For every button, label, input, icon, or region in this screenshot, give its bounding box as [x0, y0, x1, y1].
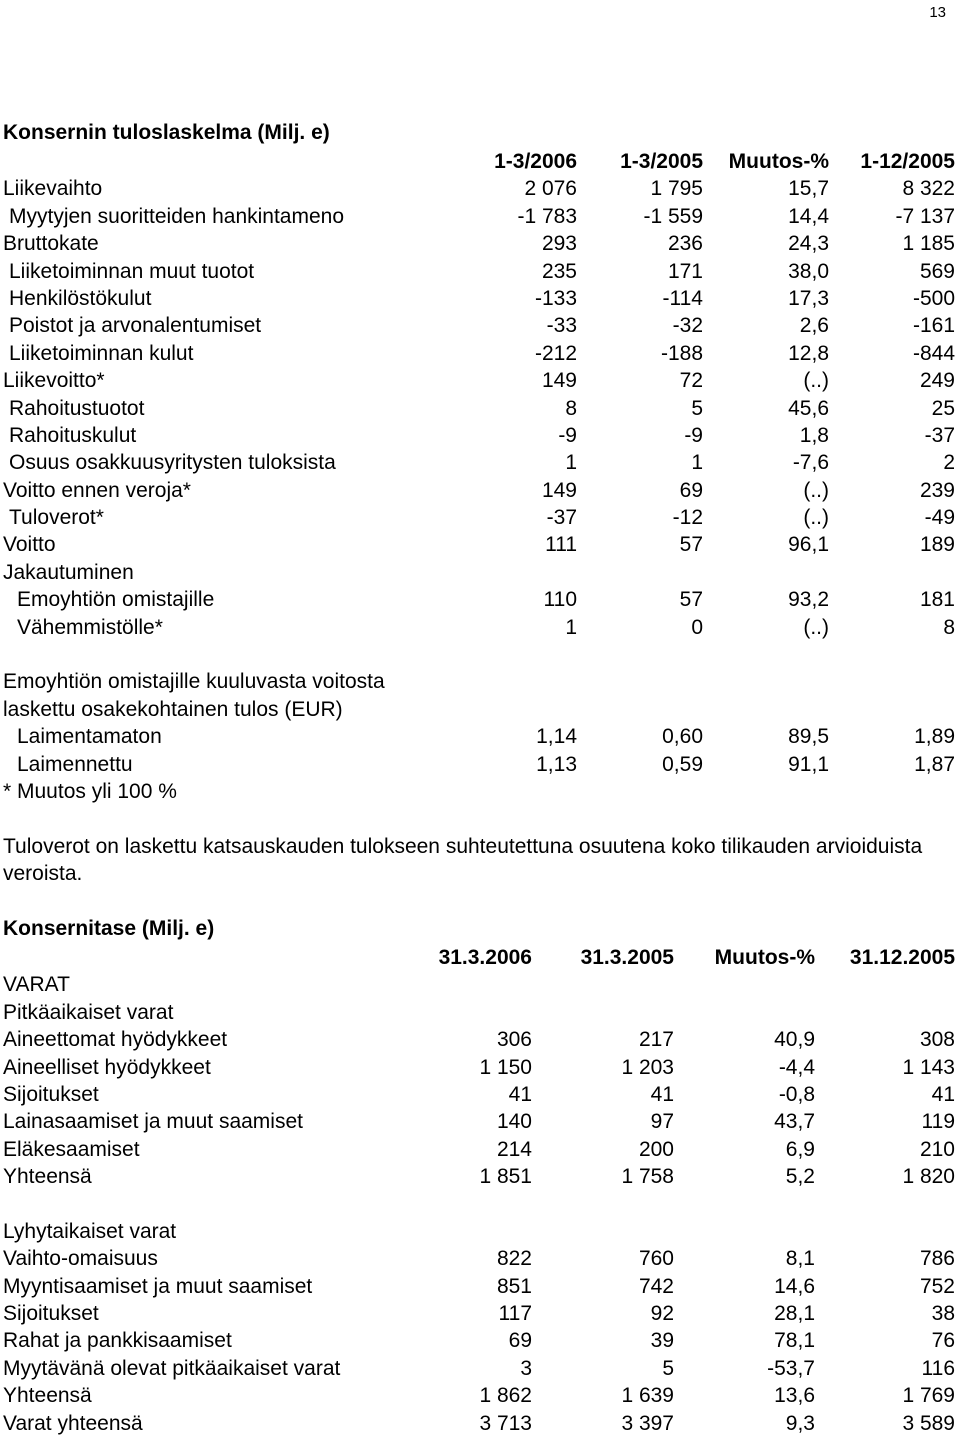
cell-value: 0,60: [662, 725, 703, 749]
cell-value: 1: [565, 615, 577, 639]
current-assets-label: Lyhytaikaiset varat: [3, 1219, 177, 1243]
cell-value: -0,8: [778, 1082, 815, 1106]
cell-value: 140: [496, 1110, 532, 1134]
cell-value: 249: [919, 369, 955, 393]
table-row: [3, 395, 955, 422]
cell-value: -37: [924, 423, 955, 447]
cell-value: 2,6: [799, 314, 829, 338]
table-row: [3, 723, 955, 750]
cell-value: 1 795: [650, 177, 703, 201]
cell-value: 0: [691, 615, 703, 639]
row-label: Myytävänä olevat pitkäaikaiset varat: [3, 1356, 341, 1380]
cell-value: 786: [919, 1247, 955, 1271]
cell-value: 40,9: [774, 1028, 815, 1052]
cell-value: 69: [679, 478, 703, 502]
cell-value: 181: [919, 588, 955, 612]
income-rows: [3, 175, 955, 641]
cell-value: -49: [924, 506, 955, 530]
table-row: [3, 340, 955, 367]
cell-value: 5: [662, 1356, 674, 1380]
table-row: [3, 312, 955, 339]
row-label: Vähemmistölle*: [17, 615, 163, 639]
column-header: Muutos-%: [728, 150, 829, 173]
cell-value: 1 639: [621, 1384, 674, 1408]
cell-value: 1: [565, 451, 577, 475]
row-label: Laimentamaton: [17, 725, 162, 749]
cell-value: 78,1: [774, 1329, 815, 1353]
cell-value: 306: [496, 1028, 532, 1052]
cell-value: 25: [931, 396, 955, 420]
income-statement-table: [3, 148, 955, 805]
cell-value: -844: [912, 341, 955, 365]
cell-value: 39: [650, 1329, 674, 1353]
cell-value: 8: [565, 396, 577, 420]
cell-value: -53,7: [767, 1356, 815, 1380]
table-row: [3, 422, 955, 449]
cell-value: 41: [508, 1082, 532, 1106]
table-row: [3, 203, 955, 230]
cell-value: -9: [684, 423, 703, 447]
row-label: Emoyhtiön omistajille: [17, 588, 215, 612]
cell-value: 6,9: [785, 1137, 815, 1161]
table-row: [3, 1136, 955, 1163]
cell-value: 12,8: [788, 341, 829, 365]
current-rows: [3, 1245, 955, 1437]
cell-value: 1,14: [536, 725, 577, 749]
row-label: Aineettomat hyödykkeet: [3, 1028, 228, 1052]
row-label: Voitto: [3, 533, 56, 557]
cell-value: 217: [638, 1028, 674, 1052]
cell-value: 1 185: [902, 232, 955, 256]
cell-value: -33: [546, 314, 577, 338]
cell-value: 149: [541, 478, 577, 502]
cell-value: 111: [545, 533, 577, 557]
cell-value: 293: [541, 232, 577, 256]
cell-value: 2 076: [524, 177, 577, 201]
row-label: Varat yhteensä: [3, 1411, 143, 1435]
cell-value: 1: [691, 451, 703, 475]
cell-value: (..): [803, 615, 829, 639]
row-label: Henkilöstökulut: [9, 286, 152, 310]
column-header: Muutos-%: [714, 946, 815, 969]
cell-value: 308: [919, 1028, 955, 1052]
table-row: [3, 230, 955, 257]
table-row: [3, 504, 955, 531]
cell-value: 14,6: [774, 1274, 815, 1298]
cell-value: 96,1: [788, 533, 829, 557]
income-statement-title: Konsernin tuloslaskelma (Milj. e): [3, 121, 330, 144]
table-row: [3, 449, 955, 476]
column-header: 1-12/2005: [860, 150, 955, 173]
row-label: Liikevoitto*: [3, 369, 105, 393]
row-label: Myyntisaamiset ja muut saamiset: [3, 1274, 313, 1298]
table-row: [3, 586, 955, 613]
column-header: 31.3.2005: [580, 946, 674, 969]
row-label: Rahoitustuotot: [9, 396, 145, 420]
eps-heading-2: laskettu osakekohtainen tulos (EUR): [3, 697, 343, 721]
page-number: 13: [929, 4, 946, 21]
noncurrent-rows: [3, 1026, 955, 1190]
row-label: Bruttokate: [3, 232, 99, 256]
cell-value: (..): [803, 478, 829, 502]
cell-value: 1 150: [479, 1055, 532, 1079]
cell-value: 235: [541, 259, 577, 283]
table-row: [3, 285, 955, 312]
row-label: Aineelliset hyödykkeet: [3, 1055, 211, 1079]
row-label: Laimennettu: [17, 752, 133, 776]
cell-value: -114: [662, 286, 703, 310]
cell-value: 9,3: [785, 1411, 815, 1435]
cell-value: 752: [919, 1274, 955, 1298]
cell-value: 24,3: [788, 232, 829, 256]
table-row: [3, 1355, 955, 1382]
table-row: [3, 531, 955, 558]
cell-value: (..): [803, 369, 829, 393]
table-row: [3, 367, 955, 394]
cell-value: 3 397: [621, 1411, 674, 1435]
cell-value: 110: [543, 588, 577, 612]
cell-value: 214: [496, 1137, 532, 1161]
cell-value: -500: [912, 286, 955, 310]
noncurrent-assets-label: Pitkäaikaiset varat: [3, 1000, 174, 1024]
cell-value: -1 783: [517, 204, 577, 228]
cell-value: 69: [508, 1329, 532, 1353]
cell-value: -1 559: [643, 204, 703, 228]
table-row: [3, 1026, 955, 1053]
cell-value: 236: [667, 232, 703, 256]
cell-value: 1,13: [536, 752, 577, 776]
cell-value: 119: [921, 1110, 955, 1134]
row-label: Yhteensä: [3, 1384, 92, 1408]
row-label: Liiketoiminnan kulut: [9, 341, 194, 365]
cell-value: 2: [943, 451, 955, 475]
cell-value: 760: [638, 1247, 674, 1271]
table-row: [3, 1273, 955, 1300]
cell-value: 1 203: [621, 1055, 674, 1079]
cell-value: 41: [931, 1082, 955, 1106]
cell-value: 45,6: [788, 396, 829, 420]
cell-value: 1 769: [902, 1384, 955, 1408]
cell-value: 1,87: [914, 752, 955, 776]
row-label: Sijoitukset: [3, 1082, 99, 1106]
column-header: 31.3.2006: [438, 946, 532, 969]
cell-value: 210: [919, 1137, 955, 1161]
tax-note: Tuloverot on laskettu katsauskauden tulokseen suhteutettuna osuutena koko tilikauden arvioiduista veroista.: [3, 835, 923, 886]
cell-value: 97: [650, 1110, 674, 1134]
row-label: Myytyjen suoritteiden hankintameno: [9, 204, 345, 228]
cell-value: 189: [919, 533, 955, 557]
cell-value: 8: [943, 615, 955, 639]
row-label: Liiketoiminnan muut tuotot: [9, 259, 255, 283]
table-row: [3, 1054, 955, 1081]
cell-value: 117: [498, 1302, 532, 1326]
column-header: 1-3/2005: [620, 150, 703, 173]
cell-value: 43,7: [774, 1110, 815, 1134]
cell-value: -133: [534, 286, 577, 310]
cell-value: -212: [534, 341, 577, 365]
cell-value: 8 322: [902, 177, 955, 201]
cell-value: 38: [931, 1302, 955, 1326]
table-row: [3, 1081, 955, 1108]
cell-value: 1,89: [914, 725, 955, 749]
cell-value: 1 758: [621, 1165, 674, 1189]
table-row: [3, 751, 955, 778]
cell-value: -12: [672, 506, 703, 530]
cell-value: 822: [496, 1247, 532, 1271]
column-header: 1-3/2006: [494, 150, 577, 173]
cell-value: 28,1: [774, 1302, 815, 1326]
cell-value: 5,2: [785, 1165, 815, 1189]
cell-value: -32: [672, 314, 703, 338]
cell-value: 3 713: [479, 1411, 532, 1435]
table-row: [3, 1410, 955, 1437]
eps-heading-1: Emoyhtiön omistajille kuuluvasta voitosta: [3, 670, 385, 694]
cell-value: -4,4: [778, 1055, 815, 1079]
balance-sheet-title: Konsernitase (Milj. e): [3, 917, 215, 940]
cell-value: (..): [803, 506, 829, 530]
table-row: [3, 1163, 955, 1190]
row-label: Jakautuminen: [3, 560, 134, 584]
cell-value: 569: [919, 259, 955, 283]
cell-value: 38,0: [788, 259, 829, 283]
cell-value: -7 137: [895, 204, 955, 228]
cell-value: 171: [667, 259, 703, 283]
cell-value: 1 851: [479, 1165, 532, 1189]
row-label: Sijoitukset: [3, 1302, 99, 1326]
cell-value: -7,6: [792, 451, 829, 475]
cell-value: 91,1: [788, 752, 829, 776]
balance-header-row: [3, 944, 955, 971]
cell-value: 57: [679, 533, 703, 557]
cell-value: 17,3: [788, 286, 829, 310]
income-header-row: [3, 148, 955, 175]
footnote: * Muutos yli 100 %: [3, 779, 177, 803]
cell-value: 1 143: [902, 1055, 955, 1079]
cell-value: 14,4: [788, 204, 829, 228]
table-row: [3, 258, 955, 285]
column-header: 31.12.2005: [849, 946, 955, 969]
cell-value: -37: [546, 506, 577, 530]
cell-value: 3: [520, 1356, 532, 1380]
table-row: [3, 477, 955, 504]
cell-value: 13,6: [774, 1384, 815, 1408]
cell-value: 116: [921, 1356, 955, 1380]
cell-value: 93,2: [788, 588, 829, 612]
cell-value: 0,59: [662, 752, 703, 776]
cell-value: 200: [638, 1137, 674, 1161]
cell-value: 5: [691, 396, 703, 420]
cell-value: 742: [638, 1274, 674, 1298]
table-row: [3, 175, 955, 202]
row-label: Liikevaihto: [3, 177, 103, 201]
table-row: [3, 1382, 955, 1409]
cell-value: 15,7: [788, 177, 829, 201]
cell-value: 1 820: [902, 1165, 955, 1189]
table-row: [3, 1300, 955, 1327]
table-row: [3, 1245, 955, 1272]
cell-value: 8,1: [785, 1247, 815, 1271]
row-label: Tuloverot*: [9, 506, 104, 530]
cell-value: 3 589: [902, 1411, 955, 1435]
cell-value: -188: [660, 341, 703, 365]
row-label: Osuus osakkuusyritysten tuloksista: [9, 451, 336, 475]
assets-label: VARAT: [3, 973, 70, 997]
table-row: [3, 1327, 955, 1354]
table-row: [3, 1108, 955, 1135]
cell-value: 92: [650, 1302, 674, 1326]
cell-value: 149: [541, 369, 577, 393]
row-label: Voitto ennen veroja*: [3, 478, 191, 502]
cell-value: -161: [912, 314, 955, 338]
cell-value: 89,5: [788, 725, 829, 749]
row-label: Rahat ja pankkisaamiset: [3, 1329, 232, 1353]
row-label: Vaihto-omaisuus: [3, 1247, 158, 1271]
row-label: Eläkesaamiset: [3, 1137, 140, 1161]
table-row: [3, 614, 955, 641]
cell-value: -9: [558, 423, 577, 447]
cell-value: 1 862: [479, 1384, 532, 1408]
balance-sheet-table: [3, 944, 955, 1437]
eps-rows: [3, 723, 955, 778]
table-row: [3, 559, 955, 586]
row-label: Lainasaamiset ja muut saamiset: [3, 1110, 303, 1134]
cell-value: 239: [919, 478, 955, 502]
cell-value: 41: [650, 1082, 674, 1106]
row-label: Poistot ja arvonalentumiset: [9, 314, 262, 338]
row-label: Rahoituskulut: [9, 423, 137, 447]
cell-value: 1,8: [799, 423, 829, 447]
cell-value: 76: [931, 1329, 955, 1353]
cell-value: 851: [496, 1274, 532, 1298]
cell-value: 57: [679, 588, 703, 612]
cell-value: 72: [679, 369, 703, 393]
row-label: Yhteensä: [3, 1165, 92, 1189]
